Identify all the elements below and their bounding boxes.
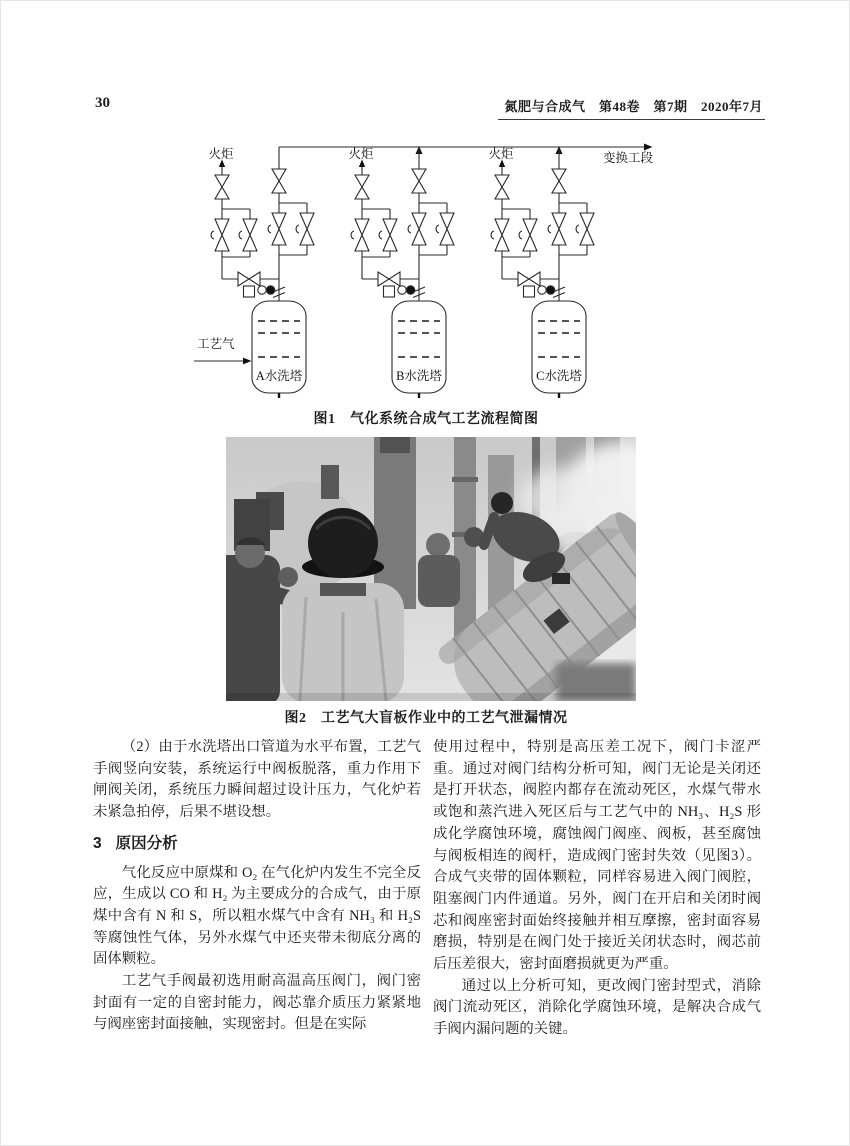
left-paragraph-3: 工艺气手阀最初选用耐高温高压阀门，阀门密封面有一定的自密封能力，阀芯靠介质压力紧紧地与阀座密封面接触，实现密封。但是在实际 bbox=[93, 973, 421, 1033]
figure1-caption: 图1 气化系统合成气工艺流程简图 bbox=[313, 412, 539, 427]
left-paragraph-2: 气化反应中原煤和 O₂ 在气化炉内发生不完全反应，生成以 CO 和 H₂ 为主要成分的合成气，由于原煤中含有 N 和 S，所以粗水煤气中含有 NH₃ 和 H₂S 等腐蚀性气体，另外水煤气中还夹带未彻底分离的固体颗粒。 bbox=[93, 864, 421, 968]
right-column bbox=[433, 737, 761, 1041]
flare-label-1: 火炬 bbox=[208, 147, 234, 161]
page-number: 30 bbox=[95, 95, 110, 111]
flow-diagram-svg bbox=[194, 139, 666, 411]
page-header bbox=[93, 95, 765, 119]
journal-header-text: 氮肥与合成气 第48卷 第7期 2020年7月 bbox=[498, 96, 765, 120]
tower-a-label: A水洗塔 bbox=[255, 369, 303, 383]
tower-c-label: C水洗塔 bbox=[536, 369, 582, 383]
header-line bbox=[279, 144, 653, 155]
figure2-caption: 图2 工艺气大盲板作业中的工艺气泄漏情况 bbox=[284, 711, 568, 726]
section-title: 原因分析 bbox=[115, 834, 178, 852]
tower-b-label: B水洗塔 bbox=[396, 369, 442, 383]
valve-group-b bbox=[351, 147, 454, 398]
flare-label-2: 火炬 bbox=[348, 147, 374, 161]
process-gas-feed bbox=[194, 358, 252, 365]
section-number: 3 bbox=[93, 834, 102, 852]
process-gas-label: 工艺气 bbox=[197, 337, 235, 351]
left-column bbox=[93, 737, 421, 1041]
right-paragraph-1: 使用过程中，特别是高压差工况下，阀门卡涩严重。通过对阀门结构分析可知，阀门无论是关闭还是打开状态，阀腔内都存在流动死区，水煤气带水或饱和蒸汽进入死区后与工艺气中的 NH₃、H₂S 形成化学腐蚀环境，腐蚀阀门阀座、阀板，甚至腐蚀与阀板相连的阀杆，造成阀门密封失效（见图3）。合成气夹带的固体颗粒，同样容易进入阀门阀腔，阻塞阀门内件通道。另外，阀门在开启和关闭时阀芯和阀座密封面始终接触并相互摩擦，密封面容易磨损，特别是在阀门处于接近关闭状态时，阀芯前后压差很大，密封面磨损就更为严重。 bbox=[433, 739, 761, 973]
left-paragraph-1: （2）由于水洗塔出口管道为水平布置，工艺气手阀竖向安装，系统运行中阀板脱落，重力作用下闸阀关闭，系统压力瞬间超过设计压力，气化炉若未紧急拍停，后果不堪设想。 bbox=[93, 739, 421, 821]
flare-label-3: 火炬 bbox=[488, 147, 514, 161]
right-paragraph-2: 通过以上分析可知，更改阀门密封型式，消除阀门流动死区，消除化学腐蚀环境，是解决合成气手阀内漏问题的关键。 bbox=[433, 977, 761, 1038]
photo-vignette bbox=[226, 693, 636, 701]
photo-svg bbox=[226, 437, 636, 701]
figure2-photo bbox=[226, 437, 636, 701]
section-heading bbox=[93, 833, 421, 855]
figure1-flow-diagram bbox=[194, 139, 666, 411]
valve-group-a bbox=[211, 147, 314, 398]
valve-group-c bbox=[491, 147, 594, 398]
shift-section-label: 变换工段 bbox=[603, 151, 654, 165]
body-columns bbox=[93, 737, 761, 1041]
